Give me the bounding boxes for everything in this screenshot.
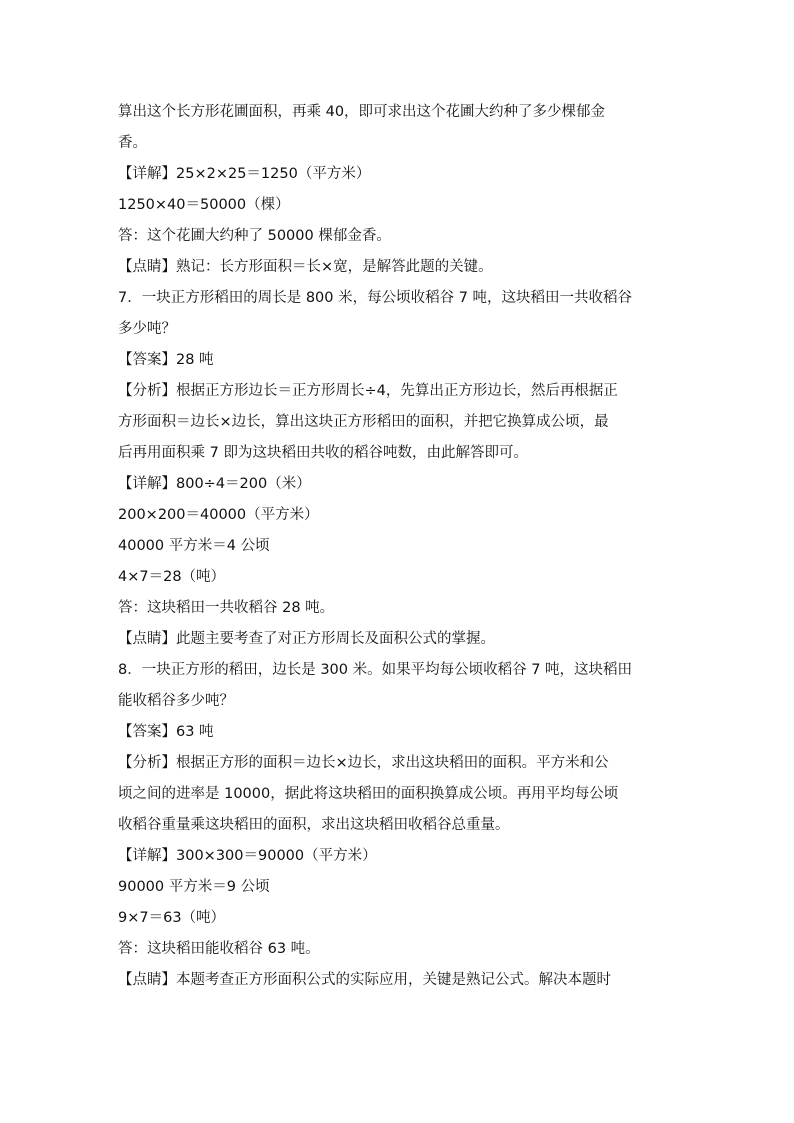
text-line: 算出这个长方形花圃面积，再乘 40，即可求出这个花圃大约种了多少棵郁金 [118, 104, 606, 120]
analysis-line: 后再用面积乘 7 即为这块稻田共收的稻谷吨数，由此解答即可。 [118, 445, 528, 461]
solution-line: 200×200＝40000（平方米） [118, 507, 319, 523]
question-line: 7．一块正方形稻田的周长是 800 米，每公顷收稻谷 7 吨，这块稻田一共收稻谷 [118, 290, 633, 306]
text-line: 香。 [118, 135, 147, 151]
solution-line: 40000 平方米＝4 公顷 [118, 538, 270, 554]
question-line: 能收稻谷多少吨？ [118, 693, 234, 709]
question-line: 8．一块正方形的稻田，边长是 300 米。如果平均每公顷收稻谷 7 吨，这块稻田 [118, 662, 633, 678]
solution-line: 答：这块稻田能收稻谷 63 吨。 [118, 941, 320, 957]
text-line: 1250×40＝50000（棵） [118, 197, 290, 213]
solution-line: 【详解】800÷4＝200（米） [118, 476, 311, 492]
comment-line: 【点睛】本题考查正方形面积公式的实际应用，关键是熟记公式。解决本题时 [118, 972, 611, 988]
solution-line: 9×7＝63（吨） [118, 910, 226, 926]
analysis-line: 方形面积＝边长×边长，算出这块正方形稻田的面积，并把它换算成公顷，最 [118, 414, 609, 430]
solution-line: 90000 平方米＝9 公顷 [118, 879, 270, 895]
solution-line: 4×7＝28（吨） [118, 569, 226, 585]
question-line: 多少吨？ [118, 321, 176, 337]
analysis-line: 顷之间的进率是 10000，据此将这块稻田的面积换算成公顷。再用平均每公顷 [118, 786, 619, 802]
text-line: 答：这个花圃大约种了 50000 棵郁金香。 [118, 228, 391, 244]
solution-line: 答：这块稻田一共收稻谷 28 吨。 [118, 600, 335, 616]
text-line: 【详解】25×2×25＝1250（平方米） [118, 166, 371, 182]
analysis-line: 【分析】根据正方形边长＝正方形周长÷4，先算出正方形边长，然后再根据正 [118, 383, 618, 399]
analysis-line: 收稻谷重量乘这块稻田的面积，求出这块稻田收稻谷总重量。 [118, 817, 510, 833]
comment-line: 【点睛】此题主要考查了对正方形周长及面积公式的掌握。 [118, 631, 495, 647]
answer-line: 【答案】63 吨 [118, 724, 214, 740]
answer-line: 【答案】28 吨 [118, 352, 214, 368]
text-line: 【点睛】熟记：长方形面积＝长×宽，是解答此题的关键。 [118, 259, 493, 275]
solution-line: 【详解】300×300＝90000（平方米） [118, 848, 377, 864]
analysis-line: 【分析】根据正方形的面积＝边长×边长，求出这块稻田的面积。平方米和公 [118, 755, 609, 771]
